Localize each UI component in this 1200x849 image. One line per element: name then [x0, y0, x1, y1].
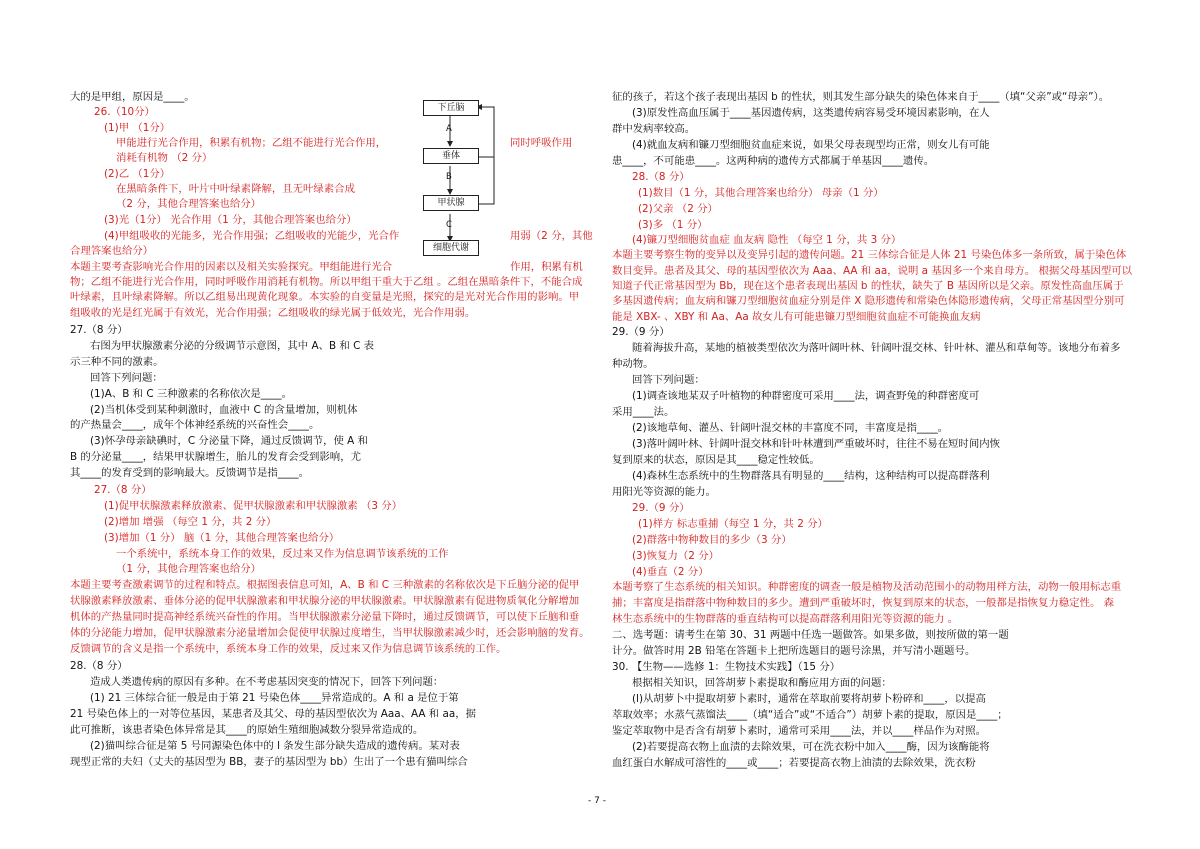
- right-column: [612, 0, 1142, 849]
- answer-line: (3)光（1分） 光合作用（1 分，其他合理答案也给分）: [104, 214, 357, 226]
- answer-line: 机体的产热量同时提高神经系统兴奋性的作用。当甲状腺激素分泌量下降时，通过反馈调节，可以使下丘脑和垂: [70, 611, 580, 623]
- text-line: 采用____法。: [612, 406, 675, 418]
- text-line: 萃取效率；水蒸气蒸馏法____（填“适合”或“不适合”）胡萝卜素的提取，原因是____；: [612, 709, 1008, 721]
- text-line: 示三种不同的激素。: [70, 356, 164, 368]
- text-line: 血红蛋白水解成可溶性的____或____；若要提高衣物上油渍的去除效果，洗衣粉: [612, 757, 976, 769]
- answer-line: 体的分泌能力增加，促甲状腺激素分泌量增加会促使甲状腺过度增生，当甲状腺激素减少时，还会影响脑的发育。: [70, 627, 590, 639]
- text-line: (2)该地草甸、灌丛、针阔叶混交林的丰富度不同，丰富度是指____。: [632, 422, 949, 434]
- text-line: 用阳光等资源的能力。: [612, 486, 716, 498]
- text-line: 回答下列问题：: [632, 374, 705, 386]
- answer-line: 状腺激素释放激素、垂体分泌的促甲状腺激素和甲状腺分泌的甲状腺激素。甲状腺激素有促进物质氧化分解增加: [70, 595, 580, 607]
- text-line: (l)从胡萝卜中提取胡萝卜素时，通常在萃取前要将胡萝卜粉碎和____，以提高: [632, 693, 986, 705]
- text-line: (1)A、B 和 C 三种激素的名称依次是____。: [90, 388, 292, 400]
- text-line: (1)调查该地某双子叶植物的种群密度可采用____法，调查野兔的种群密度可: [632, 390, 980, 402]
- cell-metabolism-box: 细胞代谢: [423, 240, 479, 256]
- text-line: 造成人类遗传病的原因有多种。在不考虑基因突变的情况下，回答下列问题：: [90, 676, 444, 688]
- answer-line: (3)多 （1 分）: [638, 219, 708, 231]
- answer-line: 捕；丰富度是指群落中物种数目的多少。遭到严重破坏时，恢复到原来的状态，一般都是指恢复力稳定性。 森: [612, 597, 1115, 609]
- answer-line: (4)甲组吸收的光能多，光合作用强；乙组吸收的光能少，光合作: [104, 230, 400, 242]
- text-line: (4)就血友病和镰刀型细胞贫血症来说，如果父母表现型均正常，则女儿有可能: [632, 139, 990, 151]
- answer-line: 消耗有机物 （2 分）: [116, 152, 213, 164]
- answer-line: (2)群落中物种数目的多少（3 分）: [632, 534, 792, 546]
- answer-line: 本题主要考查激素调节的过程和特点。根据图表信息可知，A、B 和 C 三种激素的名称依次是下丘脑分泌的促甲: [70, 579, 580, 591]
- text-line: 的产热量会____，成年个体神经系统的兴奋性会____。: [70, 419, 320, 431]
- answer-line: 在黑暗条件下，叶片中叶绿素降解，且无叶绿素合成: [116, 183, 355, 195]
- answer-line: (2)父亲 （2 分）: [638, 203, 718, 215]
- answer-line: (3)恢复力（2 分）: [632, 550, 719, 562]
- answer-line: 能是 XBX- 、XBY 和 Aa、Aa 故女儿有可能患镰刀型细胞贫血症不可能换血友病: [612, 311, 981, 323]
- answer-line: 本题考察了生态系统的相关知识。种群密度的调查一般是植物及活动范围小的动物用样方法，动物一般用标志重: [612, 581, 1122, 593]
- answer-line: 本题主要考察生物的变异以及变异引起的遗传问题。21 三体综合征是人体 21 号染色体多一条所致，属于染色体: [612, 249, 1127, 261]
- text-line: 患____，不可能患____。这两种病的遗传方式都属于单基因____遗传。: [612, 155, 935, 167]
- text-line: 回答下列问题：: [90, 372, 163, 384]
- text-line: 大的是甲组，原因是____。: [70, 91, 195, 103]
- answer-line: 物；乙组不能进行光合作用，同时呼吸作用消耗有机物。所以甲组干重大于乙组 。乙组在黑暗条件下，不能合成: [70, 276, 583, 288]
- text-line: 根据相关知识，回答胡萝卜素提取和酶应用方面的问题：: [632, 677, 892, 689]
- thyroid-regulation-diagram: [420, 96, 520, 256]
- answer-line: (1)促甲状腺激素释放激素、促甲状腺激素和甲状腺激素 （3 分）: [104, 500, 403, 512]
- answer-line: (2)增加 增强 （每空 1 分，共 2 分）: [104, 516, 277, 528]
- answer-line: 本题主要考查影响光合作用的因素以及相关实验探究。甲组能进行光合: [70, 261, 393, 273]
- answer-line: 用弱（2 分，其他: [510, 230, 593, 242]
- answer-line: 同时呼吸作用: [510, 137, 573, 149]
- feedback-arrow-thyroid: [478, 107, 494, 204]
- answer-line: 一个系统中，系统本身工作的效果，反过来又作为信息调节该系统的工作: [116, 548, 449, 560]
- answer-line: 26.（10分）: [94, 106, 155, 118]
- text-line: 鉴定萃取物中是否含有胡萝卜素时，通常可采用____法，并以____样品作为对照。: [612, 725, 987, 737]
- answer-line: 29.（9 分）: [632, 502, 690, 514]
- answer-line: (1)样方 标志重捕（每空 1 分，共 2 分）: [638, 518, 828, 530]
- text-line: 计分。做答时用 2B 铅笔在答题卡上把所选题目的题号涂黑，并写清小题题号。: [612, 645, 976, 657]
- text-line: (2)若要提高衣物上血渍的去除效果，可在洗衣粉中加入____酶，因为该酶能将: [632, 741, 990, 753]
- answer-line: 作用，积累有机: [510, 261, 583, 273]
- text-line: (3)怀孕母亲缺碘时，C 分泌量下降，通过反馈调节，使 A 和: [90, 435, 368, 447]
- text-line: 群中发病率较高。: [612, 123, 696, 135]
- text-line: 现型正常的夫妇（丈夫的基因型为 BB，妻子的基因型为 bb）生出了一个患有猫叫综合: [70, 756, 468, 768]
- label-c: C: [446, 220, 452, 230]
- answer-line: (1)甲 （1分）: [104, 122, 171, 134]
- text-line: 此可推断，该患者染色体异常是其____的原始生殖细胞减数分裂异常造成的。: [70, 724, 424, 736]
- page-number: - 7 -: [588, 796, 606, 806]
- text-line: 随着海拔升高，某地的植被类型依次为落叶阔叶林、针阔叶混交林、针叶林、灌丛和草甸等。该地分布着多: [632, 342, 1121, 354]
- answer-line: 林生态系统中的生物群落的垂直结构可以提高群落利用阳光等资源的能力 。: [612, 613, 959, 625]
- answer-line: (4)垂直（2 分）: [632, 566, 709, 578]
- answer-line: 合理答案也给分）: [70, 245, 154, 257]
- text-line: 其____的发育受到的影响最大。反馈调节是指____。: [70, 467, 309, 479]
- answer-line: （1 分，其他合理答案也给分）: [116, 563, 261, 575]
- text-line: 种动物。: [612, 358, 654, 370]
- pituitary-box: 垂体: [423, 148, 479, 164]
- answer-line: 组吸收的光是红光属于有效光，光合作用强；乙组吸收的绿光属于低效光，光合作用弱。: [70, 307, 476, 319]
- answer-line: (3)增加（1 分） 脑（1 分，其他合理答案也给分）: [104, 532, 340, 544]
- text-line: (2)当机体受到某种刺激时，血液中 C 的含量增加，则机体: [90, 404, 358, 416]
- diagram-arrows: [420, 96, 520, 256]
- text-line: (3)原发性高血压属于____基因遗传病，这类遗传病容易受环境因素影响，在人: [632, 107, 990, 119]
- text-line: 29.（9 分）: [612, 326, 670, 338]
- text-line: 右图为甲状腺激素分泌的分级调节示意图，其中 A、B 和 C 表: [90, 340, 375, 352]
- answer-line: 叶绿素，且叶绿素降解。所以乙组易出现黄化现象。本实验的自变量是光照，探究的是光对光合作用的影响。甲: [70, 291, 580, 303]
- label-a: A: [446, 124, 452, 134]
- left-column: [70, 0, 600, 849]
- thyroid-box: 甲状腺: [423, 195, 479, 211]
- text-line: 27.（8 分）: [70, 324, 128, 336]
- answer-line: 知道子代正常基因型为 Bb，现在这个患者表现出基因 b 的性状，缺失了 B 基因所以是父亲。原发性高血压属于: [612, 280, 1124, 292]
- text-line: (4)森林生态系统中的生物群落具有明显的____结构，这种结构可以提高群落利: [632, 470, 990, 482]
- answer-line: (4)镰刀型细胞贫血症 血友病 隐性 （每空 1 分，共 3 分）: [632, 234, 902, 246]
- hypothalamus-box: 下丘脑: [423, 100, 479, 116]
- text-line: B 的分泌量____，结果甲状腺增生，胎儿的发育会受到影响，尤: [70, 451, 361, 463]
- answer-line: （2 分，其他合理答案也给分）: [116, 198, 261, 210]
- label-b: B: [446, 172, 452, 182]
- text-line: (1) 21 三体综合征一般是由于第 21 号染色体____异常造成的。A 和 a 是位于第: [90, 692, 459, 704]
- answer-line: (1)数目（1 分，其他合理答案也给分） 母亲（1 分）: [638, 187, 884, 199]
- text-line: (2)猫叫综合征是第 5 号同源染色体中的 l 条发生部分缺失造成的遗传病。某对表: [90, 740, 460, 752]
- text-line: 30. 【生物——选修 1：生物技术实践】（15 分）: [612, 661, 841, 673]
- text-line: 28.（8 分）: [70, 660, 128, 672]
- answer-line: 多基因遗传病；血友病和镰刀型细胞贫血症分别是伴 X 隐形遗传和常染色体隐形遗传病，父母正常基因型分别可: [612, 295, 1125, 307]
- text-line: 二、选考题：请考生在第 30、31 两题中任选一题做答。如果多做，则按所做的第一题: [612, 629, 1009, 641]
- answer-line: 反馈调节的含义是指一个系统中，系统本身工作的效果，反过来又作为信息调节该系统的工作。: [70, 643, 507, 655]
- answer-line: 28.（8 分）: [632, 171, 690, 183]
- text-line: (3)落叶阔叶林、针阔叶混交林和针叶林遭到严重破坏时，往往不易在短时间内恢: [632, 438, 1000, 450]
- answer-line: (2)乙 （1分）: [104, 168, 171, 180]
- text-line: 21 号染色体上的一对等位基因，某患者及其父、母的基因型依次为 Aaa、AA 和 aa，据: [70, 708, 477, 720]
- text-line: 复到原来的状态，原因是其____稳定性较低。: [612, 454, 820, 466]
- answer-line: 27.（8 分）: [94, 484, 152, 496]
- answer-line: 数目变异。患者及其父、母的基因型依次为 Aaa、AA 和 aa，说明 a 基因多一个来自母方。 根据父母基因型可以: [612, 265, 1133, 277]
- text-line: 征的孩子，若这个孩子表现出基因 b 的性状，则其发生部分缺失的染色体来自于____（填“父亲”或“母亲”）。: [612, 91, 1110, 103]
- answer-line: 甲能进行光合作用，积累有机物；乙组不能进行光合作用，: [116, 137, 387, 149]
